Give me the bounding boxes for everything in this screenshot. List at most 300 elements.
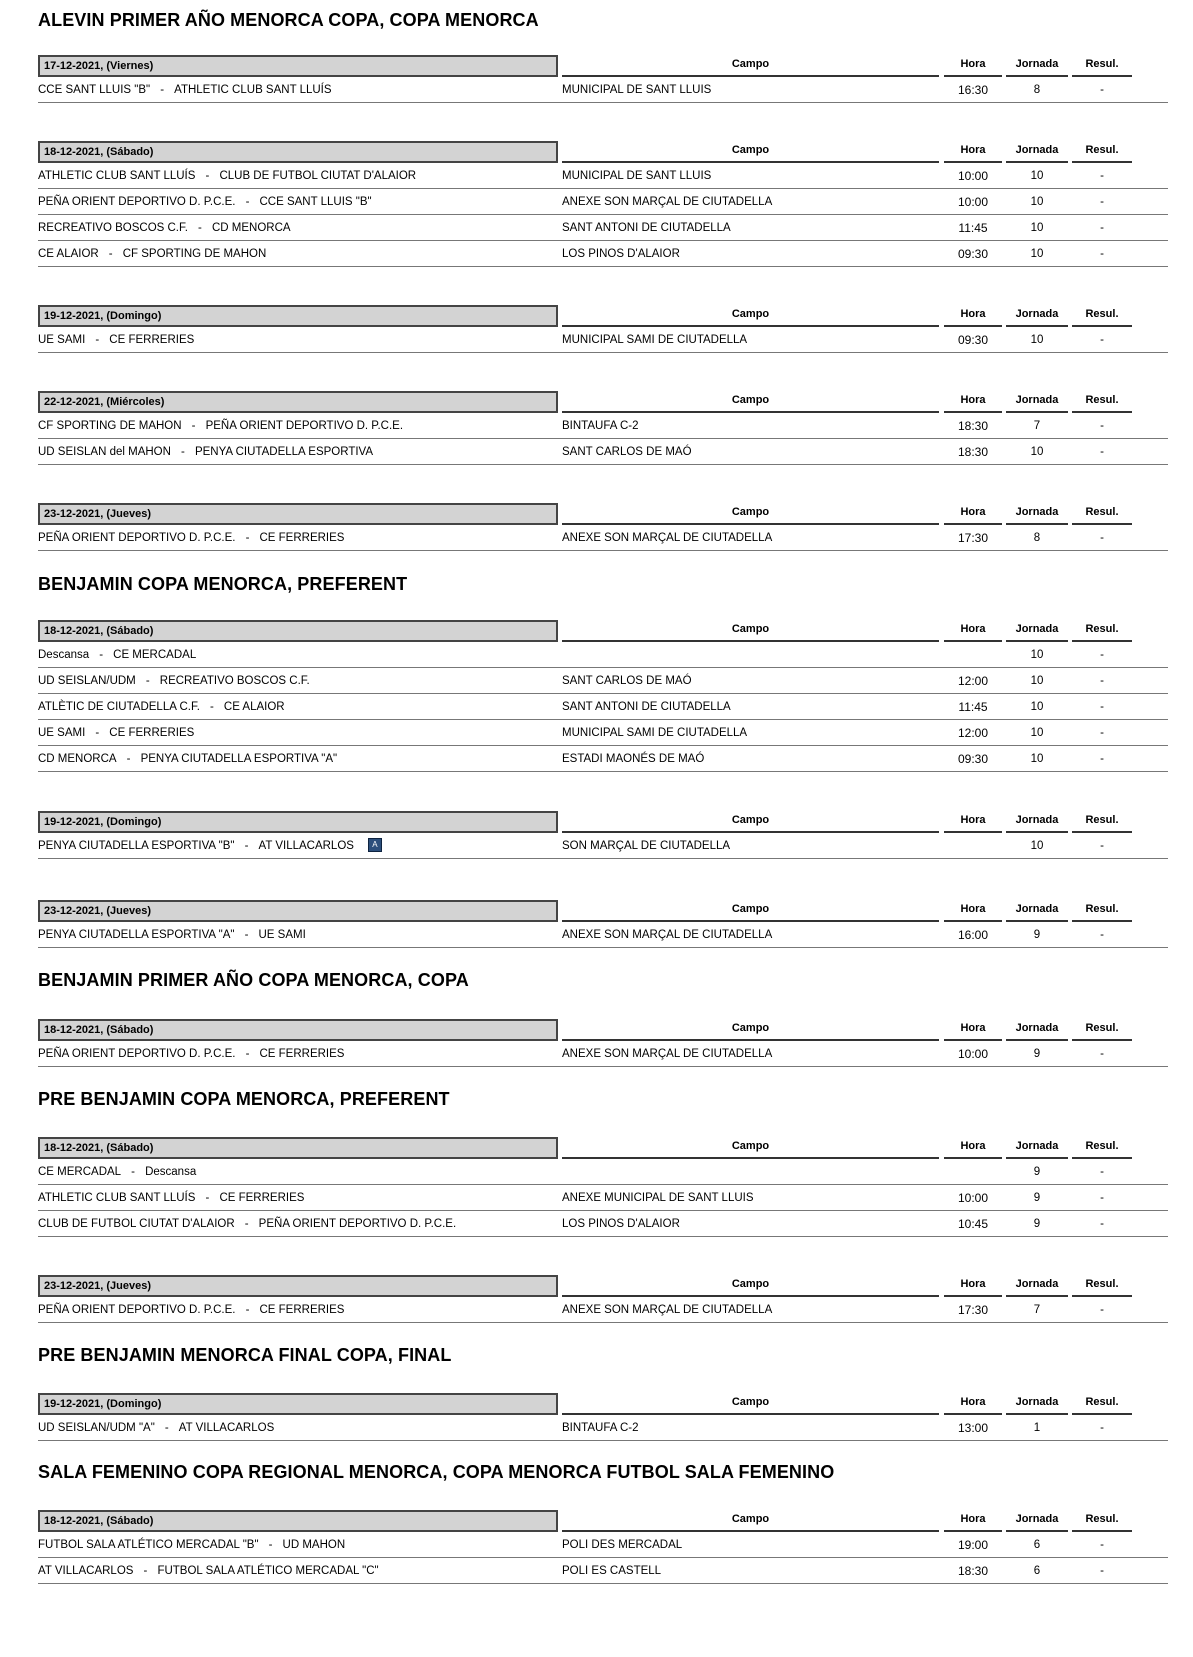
col-jornada-header: Jornada — [1006, 305, 1068, 327]
match-teams — [38, 1532, 548, 1559]
match-row — [38, 1159, 1168, 1185]
hora-cell: 12:00 — [957, 726, 989, 740]
info-badge-icon[interactable]: A — [368, 838, 382, 852]
col-jornada-header: Jornada — [1006, 620, 1068, 642]
separator: - — [181, 446, 185, 458]
home-team: UE SAMI — [38, 334, 86, 346]
away-team: FUTBOL SALA ATLÉTICO MERCADAL "C" — [157, 1565, 379, 1577]
away-team: CE FERRERIES — [109, 334, 195, 346]
away-team: PENYA CIUTADELLA ESPORTIVA — [194, 446, 374, 458]
hora-cell: 12:00 — [957, 674, 989, 688]
campo-cell: MUNICIPAL DE SANT LLUIS — [562, 170, 712, 182]
col-jornada-header: Jornada — [1006, 1275, 1068, 1297]
resul-cell: - — [1100, 170, 1104, 182]
hora-cell: 10:45 — [957, 1217, 989, 1231]
match-teams — [38, 215, 548, 242]
jornada-cell: 9 — [1033, 1166, 1041, 1178]
match-row — [38, 1297, 1168, 1323]
match-teams — [38, 1211, 548, 1238]
col-hora-header: Hora — [944, 900, 1002, 922]
separator: - — [244, 840, 249, 852]
section-title: BENJAMIN COPA MENORCA, PREFERENT — [38, 574, 408, 594]
hora-cell: 17:30 — [957, 1303, 989, 1317]
section-title: SALA FEMENINO COPA REGIONAL MENORCA, COPA MENORCA FUTBOL SALA FEMENINO — [38, 1462, 835, 1482]
campo-cell: ANEXE SON MARÇAL DE CIUTADELLA — [562, 1048, 773, 1060]
match-teams — [38, 642, 548, 669]
jornada-cell: 10 — [1030, 649, 1044, 661]
hora-cell: 09:30 — [957, 752, 989, 766]
campo-cell: POLI ES CASTELL — [562, 1565, 662, 1577]
match-teams — [38, 189, 548, 216]
hora-cell: 11:45 — [958, 221, 988, 235]
campo-cell: SON MARÇAL DE CIUTADELLA — [562, 840, 731, 852]
match-teams — [38, 833, 548, 860]
col-hora-header: Hora — [944, 141, 1002, 163]
hora-cell: 19:00 — [957, 1538, 989, 1552]
resul-cell: - — [1100, 1166, 1104, 1178]
match-row — [38, 1211, 1168, 1237]
resul-cell: - — [1100, 1048, 1104, 1060]
jornada-cell: 9 — [1033, 929, 1041, 941]
col-campo-header: Campo — [562, 305, 939, 327]
separator: - — [143, 1565, 148, 1577]
date-block — [38, 900, 1168, 948]
separator: - — [209, 701, 214, 713]
col-hora-header: Hora — [944, 1510, 1002, 1532]
match-row — [38, 189, 1168, 215]
match-teams — [38, 1297, 548, 1324]
match-row — [38, 215, 1168, 241]
col-hora-header: Hora — [944, 1019, 1002, 1041]
separator: - — [145, 675, 150, 687]
date-header — [38, 391, 1168, 413]
hora-cell: 10:00 — [957, 195, 989, 209]
match-date: 23-12-2021, (Jueves) — [38, 503, 558, 525]
date-block — [38, 811, 1168, 859]
jornada-cell: 10 — [1030, 334, 1044, 346]
separator: - — [244, 929, 249, 941]
section-title: ALEVIN PRIMER AÑO MENORCA COPA, COPA MENORCA — [38, 10, 539, 30]
col-jornada-header: Jornada — [1006, 811, 1068, 833]
home-team: PENYA CIUTADELLA ESPORTIVA "B" — [38, 840, 235, 852]
date-header — [38, 1275, 1168, 1297]
match-row — [38, 1041, 1168, 1067]
jornada-cell: 7 — [1033, 1304, 1041, 1316]
home-team: ATHLETIC CLUB SANT LLUÍS — [38, 170, 196, 182]
resul-cell: - — [1100, 446, 1104, 458]
section-title: PRE BENJAMIN COPA MENORCA, PREFERENT — [38, 1089, 450, 1109]
away-team: UD MAHON — [282, 1539, 346, 1551]
match-teams — [38, 922, 548, 949]
away-team: CD MENORCA — [211, 222, 291, 234]
match-date: 22-12-2021, (Miércoles) — [38, 391, 558, 413]
home-team: ATHLETIC CLUB SANT LLUÍS — [38, 1192, 196, 1204]
separator: - — [198, 222, 202, 234]
match-date: 18-12-2021, (Sábado) — [38, 1137, 558, 1159]
hora-cell: 16:00 — [957, 928, 989, 942]
date-block — [38, 503, 1168, 551]
col-jornada-header: Jornada — [1006, 900, 1068, 922]
col-resul-header: Resul. — [1072, 1393, 1132, 1415]
match-row — [38, 327, 1168, 353]
match-row — [38, 1532, 1168, 1558]
col-campo-header: Campo — [562, 811, 939, 833]
col-jornada-header: Jornada — [1006, 55, 1068, 77]
date-block — [38, 141, 1168, 267]
col-resul-header: Resul. — [1072, 305, 1132, 327]
resul-cell: - — [1100, 1218, 1104, 1230]
match-teams — [38, 163, 548, 190]
date-header — [38, 900, 1168, 922]
match-teams — [38, 327, 548, 354]
separator: - — [160, 84, 165, 96]
away-team: CE FERRERIES — [259, 1048, 345, 1060]
match-date: 18-12-2021, (Sábado) — [38, 620, 558, 642]
hora-cell: 18:30 — [957, 1564, 989, 1578]
col-resul-header: Resul. — [1072, 55, 1132, 77]
col-resul-header: Resul. — [1072, 503, 1132, 525]
separator: - — [268, 1539, 273, 1551]
home-team: PEÑA ORIENT DEPORTIVO D. P.C.E. — [38, 1304, 236, 1316]
separator: - — [205, 170, 210, 182]
date-block — [38, 1393, 1168, 1441]
jornada-cell: 6 — [1033, 1565, 1041, 1577]
col-resul-header: Resul. — [1072, 1137, 1132, 1159]
match-date: 18-12-2021, (Sábado) — [38, 1510, 558, 1532]
home-team: CCE SANT LLUIS "B" — [38, 84, 151, 96]
col-hora-header: Hora — [944, 1275, 1002, 1297]
jornada-cell: 9 — [1033, 1218, 1041, 1230]
separator: - — [245, 1048, 250, 1060]
match-row — [38, 1558, 1168, 1584]
date-block — [38, 55, 1168, 103]
match-teams — [38, 439, 548, 466]
match-date: 19-12-2021, (Domingo) — [38, 305, 558, 327]
home-team: UD SEISLAN del MAHON — [38, 446, 171, 458]
separator: - — [245, 196, 250, 208]
match-teams — [38, 77, 548, 104]
home-team: CE MERCADAL — [38, 1166, 122, 1178]
away-team: UE SAMI — [258, 929, 306, 941]
match-date: 17-12-2021, (Viernes) — [38, 55, 558, 77]
match-row — [38, 746, 1168, 772]
col-campo-header: Campo — [562, 900, 939, 922]
away-team: PENYA CIUTADELLA ESPORTIVA "A" — [140, 753, 338, 765]
hora-cell: 10:00 — [957, 1191, 989, 1205]
home-team: AT VILLACARLOS — [38, 1565, 134, 1577]
date-header — [38, 55, 1168, 77]
away-team: AT VILLACARLOS — [178, 1422, 275, 1434]
match-row — [38, 163, 1168, 189]
away-team: Descansa — [145, 1166, 197, 1178]
col-resul-header: Resul. — [1072, 141, 1132, 163]
col-hora-header: Hora — [944, 1137, 1002, 1159]
col-campo-header: Campo — [562, 503, 939, 525]
home-team: CLUB DE FUTBOL CIUTAT D'ALAIOR — [38, 1218, 235, 1230]
campo-cell: ANEXE SON MARÇAL DE CIUTADELLA — [562, 1304, 773, 1316]
jornada-cell: 10 — [1030, 222, 1044, 234]
col-hora-header: Hora — [944, 55, 1002, 77]
date-header — [38, 305, 1168, 327]
date-block — [38, 1137, 1168, 1237]
col-hora-header: Hora — [944, 503, 1002, 525]
date-header — [38, 1019, 1168, 1041]
resul-cell: - — [1100, 1192, 1104, 1204]
away-team: AT VILLACARLOS — [258, 840, 354, 852]
match-teams — [38, 1415, 548, 1442]
col-resul-header: Resul. — [1072, 811, 1132, 833]
date-block — [38, 1510, 1168, 1584]
resul-cell: - — [1100, 532, 1104, 544]
home-team: RECREATIVO BOSCOS C.F. — [38, 222, 188, 234]
jornada-cell: 10 — [1030, 248, 1044, 260]
jornada-cell: 10 — [1030, 170, 1044, 182]
hora-cell: 09:30 — [957, 247, 989, 261]
home-team: ATLÈTIC DE CIUTADELLA C.F. — [38, 701, 200, 713]
campo-cell: MUNICIPAL SAMI DE CIUTADELLA — [562, 334, 748, 346]
match-row — [38, 241, 1168, 267]
campo-cell: ANEXE MUNICIPAL DE SANT LLUIS — [562, 1192, 754, 1204]
resul-cell: - — [1100, 701, 1104, 713]
section-title: BENJAMIN PRIMER AÑO COPA MENORCA, COPA — [38, 970, 469, 990]
col-jornada-header: Jornada — [1006, 391, 1068, 413]
away-team: CE FERRERIES — [219, 1192, 305, 1204]
match-date: 18-12-2021, (Sábado) — [38, 141, 558, 163]
date-header — [38, 1393, 1168, 1415]
col-jornada-header: Jornada — [1006, 503, 1068, 525]
date-header — [38, 620, 1168, 642]
match-teams — [38, 746, 548, 773]
resul-cell: - — [1100, 727, 1104, 739]
campo-cell: BINTAUFA C-2 — [562, 420, 639, 432]
match-teams — [38, 694, 548, 721]
jornada-cell: 10 — [1030, 196, 1044, 208]
match-teams — [38, 525, 548, 552]
separator: - — [164, 1422, 169, 1434]
resul-cell: - — [1100, 675, 1104, 687]
match-date: 23-12-2021, (Jueves) — [38, 900, 558, 922]
campo-cell: SANT ANTONI DE CIUTADELLA — [562, 222, 731, 234]
separator: - — [245, 532, 250, 544]
col-campo-header: Campo — [562, 1019, 939, 1041]
jornada-cell: 10 — [1030, 753, 1044, 765]
resul-cell: - — [1100, 649, 1104, 661]
resul-cell: - — [1100, 840, 1104, 852]
away-team: PEÑA ORIENT DEPORTIVO D. P.C.E. — [205, 420, 404, 432]
resul-cell: - — [1100, 248, 1104, 260]
resul-cell: - — [1100, 929, 1104, 941]
away-team: RECREATIVO BOSCOS C.F. — [159, 675, 310, 687]
home-team: UE SAMI — [38, 727, 86, 739]
col-jornada-header: Jornada — [1006, 1510, 1068, 1532]
home-team: PEÑA ORIENT DEPORTIVO D. P.C.E. — [38, 1048, 236, 1060]
jornada-cell: 10 — [1030, 675, 1044, 687]
home-team: CD MENORCA — [38, 753, 117, 765]
date-header — [38, 1510, 1168, 1532]
col-campo-header: Campo — [562, 1275, 939, 1297]
match-date: 18-12-2021, (Sábado) — [38, 1019, 558, 1041]
col-campo-header: Campo — [562, 391, 939, 413]
col-hora-header: Hora — [944, 391, 1002, 413]
separator: - — [191, 420, 196, 432]
hora-cell: 10:00 — [957, 169, 989, 183]
away-team: CE ALAIOR — [223, 701, 285, 713]
away-team: CE FERRERIES — [259, 532, 345, 544]
campo-cell: LOS PINOS D'ALAIOR — [562, 1218, 680, 1230]
match-row — [38, 642, 1168, 668]
match-date: 23-12-2021, (Jueves) — [38, 1275, 558, 1297]
home-team: Descansa — [38, 649, 90, 661]
col-resul-header: Resul. — [1072, 900, 1132, 922]
col-campo-header: Campo — [562, 141, 939, 163]
jornada-cell: 1 — [1033, 1422, 1041, 1434]
separator: - — [108, 248, 113, 260]
date-header — [38, 141, 1168, 163]
separator: - — [244, 1218, 249, 1230]
away-team: CF SPORTING DE MAHON — [122, 248, 267, 260]
match-teams — [38, 1185, 548, 1212]
match-row — [38, 922, 1168, 948]
resul-cell: - — [1100, 1565, 1104, 1577]
section-title: PRE BENJAMIN MENORCA FINAL COPA, FINAL — [38, 1345, 452, 1365]
resul-cell: - — [1100, 334, 1104, 346]
separator: - — [245, 1304, 250, 1316]
match-row — [38, 833, 1168, 859]
campo-cell: LOS PINOS D'ALAIOR — [562, 248, 680, 260]
col-campo-header: Campo — [562, 1510, 939, 1532]
resul-cell: - — [1100, 1304, 1104, 1316]
date-block — [38, 391, 1168, 465]
campo-cell: POLI DES MERCADAL — [562, 1539, 683, 1551]
jornada-cell: 10 — [1030, 446, 1044, 458]
match-teams — [38, 720, 548, 747]
jornada-cell: 10 — [1030, 701, 1044, 713]
jornada-cell: 10 — [1030, 727, 1044, 739]
home-team: UD SEISLAN/UDM — [38, 675, 136, 687]
home-team: PEÑA ORIENT DEPORTIVO D. P.C.E. — [38, 532, 236, 544]
separator: - — [99, 649, 104, 661]
col-resul-header: Resul. — [1072, 1275, 1132, 1297]
jornada-cell: 6 — [1033, 1539, 1041, 1551]
col-campo-header: Campo — [562, 55, 939, 77]
col-campo-header: Campo — [562, 1393, 939, 1415]
jornada-cell: 9 — [1033, 1192, 1041, 1204]
col-hora-header: Hora — [944, 305, 1002, 327]
match-row — [38, 439, 1168, 465]
resul-cell: - — [1100, 84, 1104, 96]
match-teams — [38, 413, 548, 440]
home-team: CE ALAIOR — [38, 248, 99, 260]
resul-cell: - — [1100, 196, 1104, 208]
away-team: CE MERCADAL — [113, 649, 197, 661]
campo-cell: SANT CARLOS DE MAÓ — [562, 446, 692, 458]
jornada-cell: 7 — [1033, 420, 1041, 432]
col-hora-header: Hora — [944, 1393, 1002, 1415]
date-block — [38, 305, 1168, 353]
hora-cell: 09:30 — [957, 333, 989, 347]
match-row — [38, 668, 1168, 694]
separator: - — [126, 753, 131, 765]
jornada-cell: 9 — [1033, 1048, 1041, 1060]
home-team: FUTBOL SALA ATLÉTICO MERCADAL "B" — [38, 1539, 259, 1551]
separator: - — [95, 727, 100, 739]
date-block — [38, 1275, 1168, 1323]
hora-cell: 10:00 — [957, 1047, 989, 1061]
match-teams — [38, 1041, 548, 1068]
campo-cell: BINTAUFA C-2 — [562, 1422, 639, 1434]
home-team: CF SPORTING DE MAHON — [38, 420, 182, 432]
resul-cell: - — [1100, 420, 1104, 432]
date-header — [38, 503, 1168, 525]
campo-cell: ANEXE SON MARÇAL DE CIUTADELLA — [562, 532, 773, 544]
away-team: PEÑA ORIENT DEPORTIVO D. P.C.E. — [258, 1218, 457, 1230]
col-jornada-header: Jornada — [1006, 1393, 1068, 1415]
campo-cell: ANEXE SON MARÇAL DE CIUTADELLA — [562, 929, 773, 941]
away-team: ATHLETIC CLUB SANT LLUÍS — [174, 84, 332, 96]
away-team: CE FERRERIES — [259, 1304, 345, 1316]
match-row — [38, 77, 1168, 103]
col-resul-header: Resul. — [1072, 1510, 1132, 1532]
away-team: CE FERRERIES — [109, 727, 195, 739]
match-row — [38, 720, 1168, 746]
col-jornada-header: Jornada — [1006, 141, 1068, 163]
home-team: PEÑA ORIENT DEPORTIVO D. P.C.E. — [38, 196, 236, 208]
hora-cell: 16:30 — [957, 83, 989, 97]
jornada-cell: 8 — [1033, 84, 1041, 96]
date-header — [38, 811, 1168, 833]
date-block — [38, 1019, 1168, 1067]
date-block — [38, 620, 1168, 772]
hora-cell: 18:30 — [957, 445, 989, 459]
hora-cell: 13:00 — [957, 1421, 989, 1435]
campo-cell: ANEXE SON MARÇAL DE CIUTADELLA — [562, 196, 773, 208]
match-row — [38, 1185, 1168, 1211]
col-jornada-header: Jornada — [1006, 1019, 1068, 1041]
resul-cell: - — [1100, 222, 1104, 234]
hora-cell: 11:45 — [958, 700, 988, 714]
jornada-cell: 10 — [1030, 840, 1044, 852]
match-row — [38, 413, 1168, 439]
away-team: CLUB DE FUTBOL CIUTAT D'ALAIOR — [219, 170, 417, 182]
match-teams — [38, 241, 548, 268]
col-campo-header: Campo — [562, 1137, 939, 1159]
campo-cell: SANT ANTONI DE CIUTADELLA — [562, 701, 731, 713]
match-row — [38, 694, 1168, 720]
match-teams — [38, 1159, 548, 1186]
col-campo-header: Campo — [562, 620, 939, 642]
home-team: UD SEISLAN/UDM "A" — [38, 1422, 155, 1434]
match-date: 19-12-2021, (Domingo) — [38, 811, 558, 833]
resul-cell: - — [1100, 753, 1104, 765]
resul-cell: - — [1100, 1422, 1104, 1434]
away-team: CCE SANT LLUIS "B" — [259, 196, 372, 208]
hora-cell: 17:30 — [957, 531, 989, 545]
campo-cell: SANT CARLOS DE MAÓ — [562, 675, 692, 687]
jornada-cell: 8 — [1033, 532, 1041, 544]
separator: - — [95, 334, 100, 346]
match-teams — [38, 668, 548, 695]
separator: - — [205, 1192, 210, 1204]
col-resul-header: Resul. — [1072, 391, 1132, 413]
campo-cell: MUNICIPAL DE SANT LLUIS — [562, 84, 712, 96]
col-hora-header: Hora — [944, 620, 1002, 642]
separator: - — [131, 1166, 135, 1178]
match-row — [38, 1415, 1168, 1441]
resul-cell: - — [1100, 1539, 1104, 1551]
date-header — [38, 1137, 1168, 1159]
col-resul-header: Resul. — [1072, 620, 1132, 642]
col-jornada-header: Jornada — [1006, 1137, 1068, 1159]
